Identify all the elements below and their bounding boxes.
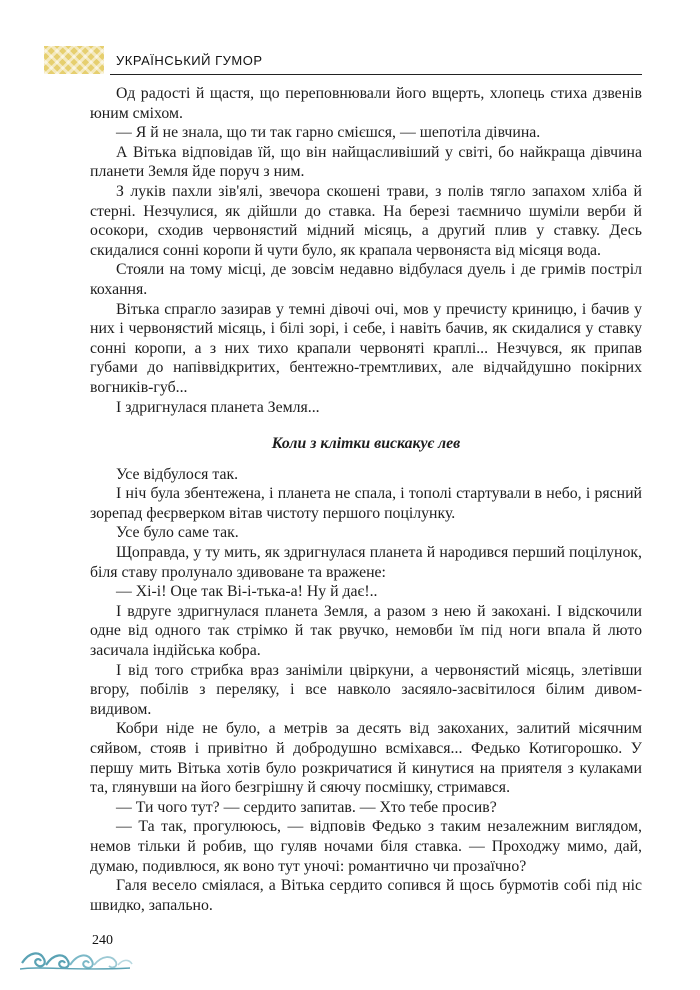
paragraph: Од радості й щастя, що переповнювали його вщерть, хлопець стиха дзвенів юним сміхом. bbox=[90, 85, 642, 122]
paragraph: Кобри ніде не було, а метрів за десять від закоханих, залитий місячним сяйвом, стояв і привітно й добродушно всміхався... Федько Котигорошко. У першу мить Вітька хотів було розкричатися й кинутися на приятеля з кулаками та, глянувши на його безгрішну й сяючу посмішку, стримався. bbox=[90, 720, 642, 797]
header-rule bbox=[110, 74, 642, 75]
section-title: Коли з клітки вискакує лев bbox=[271, 435, 461, 453]
embroidery-ornament-icon bbox=[44, 46, 104, 74]
paragraph: З луків пахли зів'ялі, звечора скошені трави, з полів тягло запахом хліба й стерні. Незчулися, як дійшли до ставка. На березі таємничо шуміли верби й осокори, сходив червонястий мідний місяць, а другий плив у ставку. Десь скидалися сонні коропи й чути було, як крапала червоняста від місяця вода. bbox=[90, 182, 642, 259]
paragraph: А Вітька відповідав їй, що він найщасливіший у світі, бо найкраща дівчина планети Земля йде поруч з ним. bbox=[90, 143, 642, 181]
paragraph: Стояли на тому місці, де зовсім недавно відбулася дуель і де гримів постріл кохання. bbox=[90, 261, 642, 298]
paragraph: — Хі-і! Оце так Ві-і-тька-а! Ну й дає!.. bbox=[116, 583, 378, 601]
main-text bbox=[90, 84, 642, 915]
paragraph: Вітька спрагло зазирав у темні дівочі очі, мов у пречисту криницю, і бачив у них і червонястий місяць, і білі зорі, і себе, і навіть бачив, як скидалися у ставку сонні коропи, а з них тихо крапали червоняті краплі... Незчувся, як припав губами до напіввідкритих, бентежно-тремтливих, але відчайдушно покірних вогників-губ... bbox=[90, 300, 642, 396]
paragraph: І від того стрибка враз заніміли цвіркуни, а червонястий місяць, злетівши вгору, побілів з переляку, і все навколо засяяло-засвітилося білим дивом-видивом. bbox=[90, 661, 642, 718]
paragraph: Усе відбулося так. bbox=[116, 465, 239, 483]
paragraph: — Ти чого тут? — сердито запитав. — Хто тебе просив? bbox=[116, 798, 497, 816]
paragraph: Галя весело сміялася, а Вітька сердито сопився й щось бурмотів собі під ніс швидко, запально. bbox=[90, 877, 642, 914]
page-number: 240 bbox=[92, 933, 113, 948]
running-title: УКРАЇНСЬКИЙ ГУМОР bbox=[116, 53, 263, 68]
paragraph: І здригнулася планета Земля... bbox=[116, 398, 320, 416]
paragraph: Усе було саме так. bbox=[116, 524, 239, 542]
paragraph: І ніч була збентежена, і планета не спала, і тополі стартували в небо, і рясний зорепад феєрверком вітав чистоту першого поцілунку. bbox=[90, 485, 642, 522]
paragraph: Щоправда, у ту мить, як здригнулася планета й народився перший поцілунок, біля ставу пролунало здивоване та вражене: bbox=[90, 544, 642, 581]
paragraph: — Та так, прогулююсь, — відповів Федько з таким незалежним виглядом, немов тільки й робив, що гуляв ночами біля ставка. — Проходжу мимо, дай, думаю, подивлюся, як воно тут уночі: романтично чи прозаїчно? bbox=[90, 818, 642, 875]
wave-ornament-icon bbox=[20, 947, 135, 973]
paragraph: І вдруге здригнулася планета Земля, а разом з нею й закохані. І відскочили одне від одного так стрімко й так рвучко, немовби їм під ноги впала й люто засичала індійська кобра. bbox=[90, 602, 642, 660]
page-header bbox=[44, 46, 642, 80]
paragraph: — Я й не знала, що ти так гарно смієшся, — шепотіла дівчина. bbox=[116, 124, 541, 142]
